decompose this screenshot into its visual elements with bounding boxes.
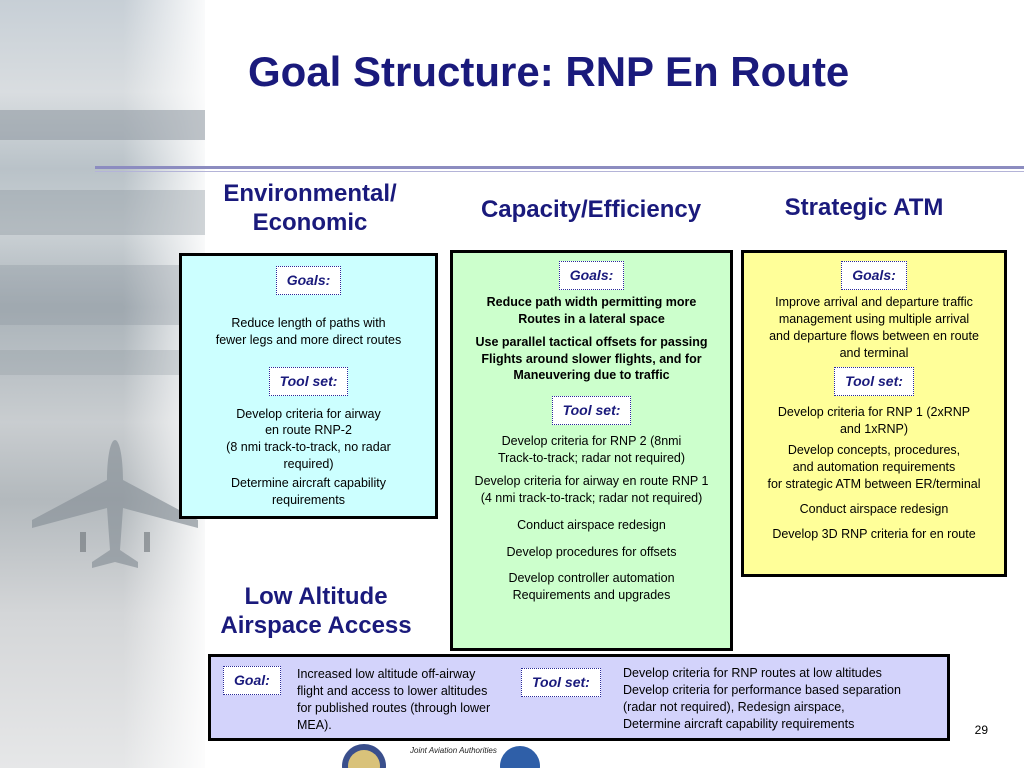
heading-environmental-line2: Economic [252, 208, 368, 236]
goal-line: Improve arrival and departure traffic [775, 294, 973, 309]
tool-line: Determine aircraft capability [231, 476, 386, 491]
goal-line: Use parallel tactical offsets for passing [475, 334, 708, 349]
tool-line: required) [283, 457, 334, 472]
goal-text [297, 666, 527, 734]
goal-line: fewer legs and more direct routes [215, 332, 402, 347]
panel-strategic-atm [741, 250, 1007, 577]
goal-line: Flights around slower flights, and for [481, 351, 702, 366]
tool-line: Track-to-track; radar not required) [497, 451, 686, 466]
tool-line: Develop criteria for RNP routes at low altitudes [623, 666, 882, 680]
goal-label: Goal: [223, 666, 281, 695]
goal-line: Reduce path width permitting more [486, 294, 697, 309]
goal-line: for published routes (through lower [297, 700, 491, 715]
tool-line: requirements [272, 492, 345, 507]
title-divider [95, 166, 1024, 169]
heading-environmental [196, 180, 424, 238]
toolset-label: Tool set: [521, 668, 601, 697]
goal-line: Maneuvering due to traffic [513, 368, 670, 383]
toolset-label: Tool set: [834, 367, 914, 396]
goals-text [182, 315, 435, 349]
tool-line: Develop controller automation [508, 571, 675, 586]
tool-line: Requirements and upgrades [512, 588, 671, 603]
goals-label: Goals: [276, 266, 342, 295]
tool-line: Develop criteria for performance based separation [623, 682, 901, 697]
goal-line: Reduce length of paths with [231, 315, 386, 330]
page-title: Goal Structure: RNP En Route [248, 48, 850, 95]
toolset-text [182, 406, 435, 509]
tool-line: Develop criteria for airway en route RNP 1 [474, 473, 709, 488]
goal-line: Increased low altitude off-airway [297, 667, 476, 681]
tool-line: (4 nmi track-to-track; radar not required) [480, 490, 703, 505]
tool-line: for strategic ATM between ER/terminal [767, 476, 981, 491]
goal-line: and terminal [839, 345, 909, 360]
footer-logos [330, 740, 550, 768]
heading-low-altitude-line2: Airspace Access [220, 611, 412, 639]
panel-low-altitude [208, 654, 950, 741]
toolset-label: Tool set: [269, 367, 349, 396]
tool-line: and automation requirements [792, 459, 956, 474]
heading-low-altitude [196, 583, 436, 641]
goals-text [453, 294, 730, 384]
goal-line: flight and access to lower altitudes [297, 683, 488, 698]
tool-line: and 1xRNP) [839, 422, 909, 437]
heading-environmental-line1: Environmental/ [223, 180, 397, 207]
tool-line: en route RNP-2 [265, 423, 352, 438]
heading-strategic-atm: Strategic ATM [784, 194, 944, 221]
goal-line: and departure flows between en route [769, 328, 979, 343]
tool-line: Develop criteria for RNP 2 (8nmi [501, 434, 682, 449]
tool-line: Develop procedures for offsets [506, 544, 677, 559]
toolset-text [623, 665, 943, 733]
page-number: 29 [974, 723, 988, 737]
background-airport-photo [0, 0, 205, 768]
tool-line: (8 nmi track-to-track, no radar [226, 440, 391, 455]
goals-label: Goals: [559, 261, 625, 290]
heading-low-altitude-line1: Low Altitude [244, 583, 388, 610]
jaa-logo-text: Joint Aviation Authorities [410, 746, 497, 755]
airplane-graphic [20, 420, 205, 580]
tool-line: Develop 3D RNP criteria for en route [772, 526, 976, 541]
goals-text [744, 294, 1004, 362]
toolset-label: Tool set: [552, 396, 632, 425]
toolset-text [453, 433, 730, 604]
goal-line: MEA). [297, 717, 332, 732]
tool-line: Develop criteria for airway [236, 406, 381, 421]
goal-line: Routes in a lateral space [518, 311, 665, 326]
tool-line: Develop criteria for RNP 1 (2xRNP [777, 405, 971, 420]
tool-line: Determine aircraft capability requirements [623, 716, 855, 731]
panel-environmental [179, 253, 438, 519]
tool-line: Develop concepts, procedures, [787, 443, 961, 458]
tool-line: Conduct airspace redesign [799, 501, 949, 516]
goal-line: management using multiple arrival [778, 311, 970, 326]
goals-label: Goals: [841, 261, 907, 290]
panel-capacity [450, 250, 733, 651]
heading-capacity: Capacity/Efficiency [480, 196, 702, 223]
tool-line: Conduct airspace redesign [517, 517, 666, 532]
tool-line: (radar not required), Redesign airspace, [623, 699, 845, 714]
title-divider-thin [95, 171, 1024, 172]
toolset-text [744, 404, 1004, 542]
